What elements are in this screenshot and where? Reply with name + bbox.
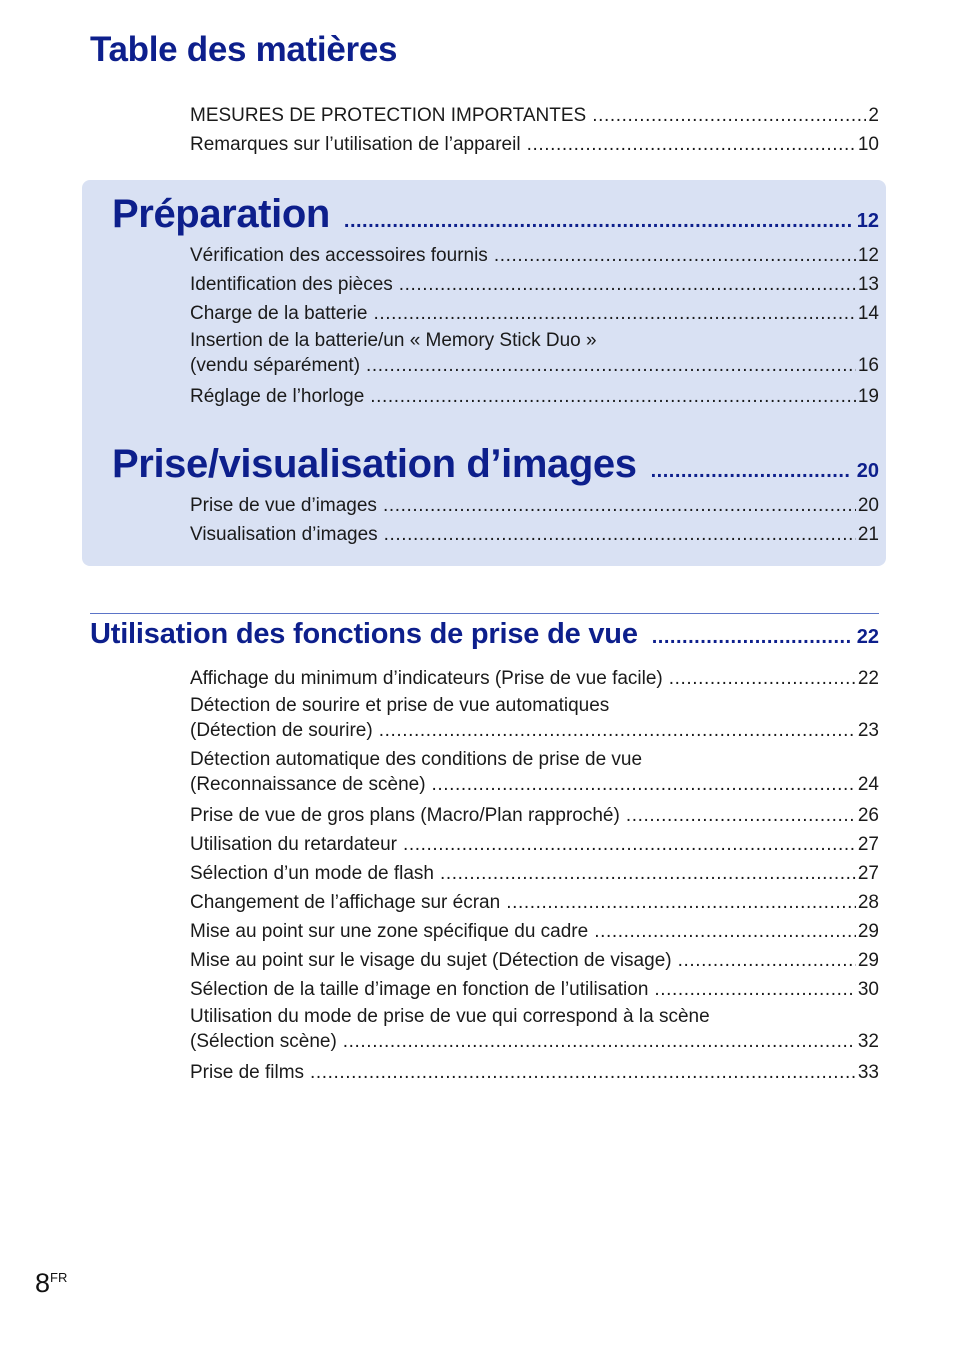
toc-entry-page: 23 — [857, 720, 879, 741]
toc-entry-label: MESURES DE PROTECTION IMPORTANTES — [190, 105, 587, 126]
leader-dots — [506, 888, 856, 917]
section-heading-page: 12 — [856, 210, 879, 232]
page-locale: FR — [50, 1270, 68, 1285]
leader-dots — [652, 626, 851, 649]
toc-entry-page: 28 — [857, 892, 879, 913]
toc-entry[interactable] — [190, 975, 879, 1004]
toc-entry[interactable] — [190, 747, 879, 797]
toc-entry-label: (Reconnaissance de scène) — [190, 774, 426, 795]
toc-entry-label: Prise de vue de gros plans (Macro/Plan rapproché) — [190, 805, 620, 826]
page-title: Table des matières — [90, 30, 398, 69]
toc-entry-label: Remarques sur l’utilisation de l’appareil — [190, 134, 521, 155]
prise-list — [190, 491, 879, 549]
leader-dots — [440, 859, 856, 888]
toc-entry[interactable] — [190, 1004, 879, 1054]
leader-dots — [626, 801, 856, 830]
toc-entry[interactable] — [190, 664, 879, 693]
leader-dots — [592, 101, 866, 130]
leader-dots — [527, 130, 856, 159]
toc-entry-label: Visualisation d’images — [190, 524, 378, 545]
toc-entry[interactable] — [190, 693, 879, 743]
leader-dots — [678, 946, 856, 975]
toc-entry-page: 2 — [868, 105, 879, 126]
toc-entry-label: Changement de l’affichage sur écran — [190, 892, 501, 913]
leader-dots — [384, 520, 856, 549]
toc-entry[interactable] — [190, 946, 879, 975]
toc-entry[interactable] — [190, 888, 879, 917]
toc-entry-label: Utilisation du retardateur — [190, 834, 397, 855]
toc-entry-label: Charge de la batterie — [190, 303, 368, 324]
toc-entry-page: 10 — [857, 134, 879, 155]
toc-entry-label: (Sélection scène) — [190, 1031, 337, 1052]
leader-dots — [651, 460, 851, 483]
toc-entry-page: 21 — [857, 524, 879, 545]
toc-entry-label: Mise au point sur une zone spécifique du cadre — [190, 921, 589, 942]
toc-entry-page: 33 — [857, 1062, 879, 1083]
toc-entry-page: 26 — [857, 805, 879, 826]
toc-entry-label: Vérification des accessoires fournis — [190, 245, 488, 266]
leader-dots — [373, 299, 855, 328]
toc-entry[interactable] — [190, 801, 879, 830]
intro-list — [190, 101, 879, 159]
leader-dots — [403, 830, 856, 859]
toc-entry-page: 27 — [857, 863, 879, 884]
toc-entry-label: Prise de vue d’images — [190, 495, 377, 516]
toc-entry-label: Mise au point sur le visage du sujet (Détection de visage) — [190, 950, 672, 971]
leader-dots — [379, 718, 856, 743]
leader-dots — [669, 664, 856, 693]
section-heading-page: 22 — [856, 626, 879, 648]
toc-entry-label: Prise de films — [190, 1062, 305, 1083]
toc-entry-page: 13 — [857, 274, 879, 295]
toc-entry-page: 14 — [857, 303, 879, 324]
section-heading-label: Préparation — [112, 192, 330, 236]
section-heading-label: Utilisation des fonctions de prise de vue — [90, 618, 638, 650]
toc-entry[interactable] — [190, 270, 879, 299]
toc-entry[interactable] — [190, 241, 879, 270]
preparation-list — [190, 241, 879, 411]
toc-entry[interactable] — [190, 1058, 879, 1087]
toc-entry[interactable] — [190, 859, 879, 888]
toc-entry-page: 24 — [857, 774, 879, 795]
leader-dots — [432, 772, 856, 797]
toc-entry-label: Sélection d’un mode de flash — [190, 863, 434, 884]
toc-entry[interactable] — [190, 328, 879, 378]
toc-entry-page: 20 — [857, 495, 879, 516]
section-heading-utilisation[interactable] — [90, 618, 879, 651]
utilisation-list — [190, 664, 879, 1087]
toc-entry[interactable] — [190, 917, 879, 946]
toc-entry-page: 16 — [857, 355, 879, 376]
toc-entry-line1: Utilisation du mode de prise de vue qui correspond à la scène — [190, 1006, 710, 1027]
page-number-value: 8 — [35, 1268, 51, 1298]
toc-entry[interactable] — [190, 130, 879, 159]
toc-entry-page: 22 — [857, 668, 879, 689]
leader-dots — [399, 270, 856, 299]
toc-entry[interactable] — [190, 491, 879, 520]
leader-dots — [494, 241, 856, 270]
toc-entry[interactable] — [190, 382, 879, 411]
toc-entry[interactable] — [190, 830, 879, 859]
leader-dots — [366, 353, 856, 378]
toc-entry-label: Identification des pièces — [190, 274, 393, 295]
section-heading-prise[interactable] — [112, 442, 879, 487]
section-divider — [90, 613, 879, 614]
leader-dots — [594, 917, 856, 946]
toc-entry-line1: Détection de sourire et prise de vue automatiques — [190, 695, 610, 716]
toc-entry-label: (Détection de sourire) — [190, 720, 373, 741]
toc-entry-page: 12 — [857, 245, 879, 266]
toc-entry-line1: Insertion de la batterie/un « Memory Stick Duo » — [190, 330, 597, 351]
toc-entry[interactable] — [190, 101, 879, 130]
toc-entry-page: 19 — [857, 386, 879, 407]
toc-entry-line1: Détection automatique des conditions de prise de vue — [190, 749, 643, 770]
leader-dots — [310, 1058, 856, 1087]
toc-entry-label: Sélection de la taille d’image en fonction de l’utilisation — [190, 979, 649, 1000]
toc-entry-page: 29 — [857, 950, 879, 971]
page-number — [35, 1268, 67, 1299]
leader-dots — [370, 382, 856, 411]
toc-entry-page: 30 — [857, 979, 879, 1000]
leader-dots — [344, 210, 851, 233]
toc-entry-label: (vendu séparément) — [190, 355, 361, 376]
toc-entry-label: Affichage du minimum d’indicateurs (Prise de vue facile) — [190, 668, 663, 689]
section-heading-page: 20 — [856, 460, 879, 482]
toc-entry-label: Réglage de l’horloge — [190, 386, 365, 407]
leader-dots — [654, 975, 855, 1004]
leader-dots — [343, 1029, 856, 1054]
toc-entry-page: 29 — [857, 921, 879, 942]
section-heading-preparation[interactable] — [112, 192, 879, 237]
section-heading-label: Prise/visualisation d’images — [112, 442, 637, 486]
toc-entry-page: 32 — [857, 1031, 879, 1052]
toc-entry[interactable] — [190, 520, 879, 549]
toc-entry-page: 27 — [857, 834, 879, 855]
leader-dots — [383, 491, 856, 520]
toc-entry[interactable] — [190, 299, 879, 328]
